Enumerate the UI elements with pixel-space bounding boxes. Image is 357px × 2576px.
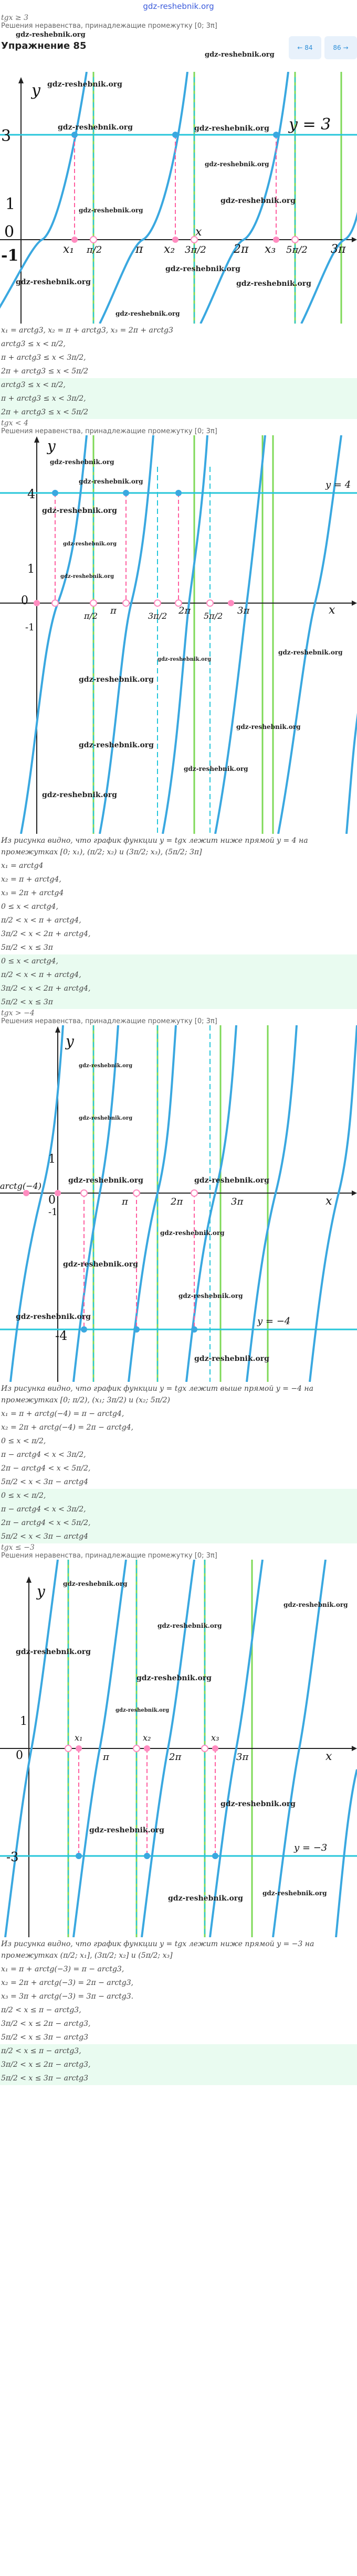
x-point	[71, 237, 78, 243]
watermark: gdz-reshebnik.org	[16, 278, 91, 286]
x-axis-label: x	[195, 226, 202, 239]
open-point	[292, 237, 298, 243]
answer-line: 3π/2 < x < 2π + arctg4,	[1, 984, 91, 993]
origin-label: 0	[16, 1749, 23, 1762]
open-point	[207, 600, 213, 606]
origin-label: 0	[48, 1194, 56, 1207]
answer-box	[0, 1489, 357, 1543]
y-axis-arrow	[18, 77, 24, 83]
solution-line: x₂ = 2π + arctg(−4) = 2π − arctg4,	[1, 1423, 134, 1432]
x-axis-label: x	[326, 1195, 332, 1208]
open-point	[52, 600, 58, 606]
solution-line: arctg3 ≤ x < π/2,	[1, 340, 66, 348]
watermark: gdz-reshebnik.org	[60, 574, 114, 579]
solution-line: 3π/2 < x < 2π + arctg4,	[1, 930, 91, 938]
answer-line: 0 ≤ x < arctg4,	[1, 957, 58, 965]
x-axis-arrow	[352, 1746, 357, 1751]
watermark: gdz-reshebnik.org	[284, 1601, 348, 1608]
x-point	[34, 600, 40, 606]
tick-label: 1	[48, 1153, 56, 1166]
tick-label: 2π	[169, 1752, 182, 1763]
intersection-point	[175, 490, 182, 496]
watermark: gdz-reshebnik.org	[89, 1826, 164, 1834]
tick-label: 3π/2	[185, 244, 206, 255]
tick-label: 3π	[231, 1196, 244, 1207]
condition-3: tgx > −4	[1, 1009, 35, 1017]
y-axis-label: y	[66, 1033, 74, 1050]
tick-label: -1	[48, 1207, 58, 1218]
prev-exercise-button[interactable]: ← 84	[289, 36, 321, 59]
line-label: y = −4	[257, 1316, 291, 1327]
open-point	[202, 1745, 208, 1752]
tick-label: π	[110, 605, 117, 616]
explanation-2: Из рисунка видно, что график функции y = tgx лежит ниже прямой y = 4 на промежутках [0; x₁), (π/2; x₂) и (3π/2; x₃), (5π/2; 3π]	[1, 836, 308, 856]
tick-label: π	[122, 1196, 128, 1207]
solution-line: x₂ = π + arctg4,	[1, 875, 61, 884]
tick-label: -4	[55, 1328, 68, 1343]
tangent-graph-3	[0, 1025, 357, 1382]
intersection-point	[172, 132, 178, 138]
y-axis-label: y	[32, 81, 40, 100]
caption-1: Решения неравенства, принадлежащие промежутку [0; 3π]	[1, 22, 217, 30]
intersection-point	[144, 1853, 150, 1859]
watermark: gdz-reshebnik.org	[160, 1229, 225, 1237]
watermark: gdz-reshebnik.org	[168, 1894, 243, 1903]
x-point	[172, 237, 178, 243]
watermark: gdz-reshebnik.org	[136, 1674, 212, 1682]
x-point	[228, 600, 234, 606]
answer-line: 5π/2 < x ≤ 3π	[1, 998, 53, 1006]
solution-line: π/2 < x ≤ π − arctg3,	[1, 2006, 81, 2014]
y-axis-arrow	[34, 436, 39, 443]
answer-line: 2π − arctg4 < x < 5π/2,	[1, 1519, 91, 1527]
solution-4	[0, 1962, 357, 2085]
open-point	[133, 1745, 140, 1752]
header-block	[0, 30, 357, 72]
line-label: y = 3	[289, 115, 331, 134]
tick-label: 3	[1, 127, 12, 145]
tangent-graph-1	[0, 72, 357, 324]
caption-3: Решения неравенства, принадлежащие промежутку [0; 3π]	[1, 1017, 217, 1025]
x-axis-arrow	[352, 237, 357, 242]
solution-2	[0, 859, 357, 1009]
solution-line: π/2 < x < π + arctg4,	[1, 916, 81, 925]
watermark: gdz-reshebnik.org	[205, 51, 275, 59]
watermark: gdz-reshebnik.org	[116, 1708, 170, 1713]
solution-line: x₃ = 3π + arctg(−3) = 3π − arctg3.	[1, 1992, 134, 2001]
x1-label: x₁	[63, 243, 75, 256]
tick-label: 1	[27, 563, 35, 576]
watermark: gdz-reshebnik.org	[16, 1648, 91, 1656]
watermark: gdz-reshebnik.org	[262, 1890, 327, 1897]
watermark: gdz-reshebnik.org	[16, 31, 86, 39]
solution-line: x₁ = π + arctg(−3) = π − arctg3,	[1, 1965, 124, 1973]
intersection-point	[191, 1326, 197, 1333]
solution-line: π − arctg4 < x < 3π/2,	[1, 1451, 86, 1459]
origin-label: 0	[4, 223, 15, 241]
next-exercise-button[interactable]: 86 →	[324, 36, 357, 59]
exercise-title: Упражнение 85	[1, 40, 87, 51]
condition-4: tgx ≤ −3	[1, 1543, 35, 1552]
tick-label: 1	[20, 1715, 27, 1728]
origin-label: 0	[21, 594, 28, 607]
x3-label: x₃	[265, 243, 276, 256]
tick-label: π	[103, 1752, 109, 1763]
explanation-3: Из рисунка видно, что график функции y = tgx лежит выше прямой y = −4 на промежутках [0; π/2), (x₁; 3π/2) и (x₂; 5π/2)	[1, 1384, 313, 1404]
watermark: gdz-reshebnik.org	[58, 123, 133, 132]
x2-label: x₂	[143, 1733, 151, 1743]
watermark: gdz-reshebnik.org	[178, 1292, 243, 1300]
intersection-point	[212, 1853, 218, 1859]
open-point	[65, 1745, 71, 1752]
line-label: y = −3	[294, 1842, 328, 1853]
solution-line: π + arctg3 ≤ x < 3π/2,	[1, 353, 86, 362]
solution-line: 2π − arctg4 < x < 5π/2,	[1, 1464, 91, 1473]
watermark: gdz-reshebnik.org	[158, 657, 212, 662]
watermark: gdz-reshebnik.org	[220, 1800, 296, 1808]
watermark: gdz-reshebnik.org	[79, 675, 154, 684]
intersection-point	[76, 1853, 82, 1859]
watermark: gdz-reshebnik.org	[236, 280, 311, 288]
intersection-point	[52, 490, 58, 496]
watermark: gdz-reshebnik.org	[79, 1063, 133, 1069]
watermark: gdz-reshebnik.org	[63, 1260, 138, 1269]
y-axis-label: y	[47, 437, 56, 455]
watermark: gdz-reshebnik.org	[63, 541, 117, 547]
watermark: gdz-reshebnik.org	[194, 1355, 269, 1363]
watermark: gdz-reshebnik.org	[165, 265, 240, 273]
explanation-4: Из рисунка видно, что график функции y = tgx лежит ниже прямой y = −3 на промежутках (π/2; x₁], (3π/2; x₂] и (5π/2; x₃]	[1, 1940, 314, 1960]
solution-line: 5π/2 < x ≤ 3π	[1, 943, 53, 952]
intersection-point	[123, 490, 129, 496]
answer-line: π/2 < x < π + arctg4,	[1, 971, 81, 979]
tangent-graph-4	[0, 1560, 357, 1937]
tick-label: 3π	[237, 605, 250, 616]
x-point	[273, 237, 279, 243]
watermark: gdz-reshebnik.org	[194, 1176, 269, 1185]
answer-line: 5π/2 < x < 3π − arctg4	[1, 1532, 89, 1541]
solution-line: 5π/2 < x ≤ 3π − arctg3	[1, 2033, 89, 2042]
tick-label: 3π	[236, 1752, 249, 1763]
answer-box	[0, 954, 357, 1009]
intersection-point	[81, 1326, 87, 1333]
open-point	[90, 237, 97, 243]
solution-line: 0 ≤ x < arctg4,	[1, 903, 58, 911]
watermark: gdz-reshebnik.org	[42, 507, 117, 515]
watermark: gdz-reshebnik.org	[79, 207, 143, 214]
watermark: gdz-reshebnik.org	[16, 1313, 91, 1321]
caption-4: Решения неравенства, принадлежащие промежутку [0; 3π]	[1, 1552, 217, 1560]
solution-3	[0, 1407, 357, 1543]
x2-label: x₂	[164, 243, 175, 256]
watermark: gdz-reshebnik.org	[63, 1580, 128, 1587]
intersection-point	[133, 1326, 140, 1333]
tick-label: 2π	[234, 243, 249, 256]
x3-label: x₃	[211, 1733, 219, 1743]
condition-2: tgx < 4	[1, 419, 29, 427]
y-axis-arrow	[55, 1026, 60, 1033]
tick-label: 5π/2	[204, 611, 223, 621]
site-link[interactable]: gdz-reshebnik.org	[143, 2, 214, 11]
watermark: gdz-reshebnik.org	[236, 723, 301, 731]
open-point	[191, 1190, 197, 1196]
open-point	[123, 600, 129, 606]
x-axis-label: x	[326, 1750, 332, 1763]
x-point	[144, 1745, 150, 1752]
answer-line: 5π/2 < x ≤ 3π − arctg3	[1, 2074, 89, 2083]
answer-box	[0, 2044, 357, 2085]
tick-label: π/2	[87, 244, 102, 255]
solution-line: 3π/2 < x ≤ 2π − arctg3,	[1, 2020, 91, 2028]
answer-line: 3π/2 < x ≤ 2π − arctg3,	[1, 2060, 91, 2069]
tangent-graph-2	[0, 435, 357, 834]
tick-label: 2π	[178, 605, 191, 616]
watermark: gdz-reshebnik.org	[184, 765, 248, 772]
tick-label: 4	[27, 487, 36, 501]
watermark: gdz-reshebnik.org	[79, 1115, 133, 1121]
tick-label: 5π/2	[286, 244, 308, 255]
tick-label: π	[135, 243, 143, 256]
watermark: gdz-reshebnik.org	[79, 741, 154, 749]
watermark: gdz-reshebnik.org	[68, 1176, 143, 1185]
exercise-nav	[289, 36, 357, 59]
x1-label: x₁	[75, 1733, 83, 1743]
x-axis-arrow	[352, 1190, 357, 1196]
condition-1: tgx ≥ 3	[1, 14, 29, 22]
answer-line: π/2 < x ≤ π − arctg3,	[1, 2047, 81, 2055]
x-axis-arrow	[352, 600, 357, 606]
solution-1	[0, 324, 357, 419]
intersection-point	[273, 132, 279, 138]
watermark: gdz-reshebnik.org	[42, 791, 117, 799]
solution-line: x₂ = 2π + arctg(−3) = 2π − arctg3,	[1, 1979, 134, 1987]
watermark: gdz-reshebnik.org	[158, 1622, 222, 1629]
watermark: gdz-reshebnik.org	[194, 124, 269, 133]
watermark: gdz-reshebnik.org	[79, 478, 143, 485]
watermark: gdz-reshebnik.org	[116, 310, 180, 317]
answer-line: π − arctg4 < x < 3π/2,	[1, 1505, 86, 1514]
y-axis-label: y	[37, 1583, 45, 1600]
watermark: gdz-reshebnik.org	[220, 197, 296, 205]
solution-line: 0 ≤ x < π/2,	[1, 1437, 46, 1445]
tick-label: 2π	[171, 1196, 183, 1207]
solution-line: x₁ = arctg3, x₂ = π + arctg3, x₃ = 2π + arctg3	[1, 326, 173, 335]
watermark: gdz-reshebnik.org	[278, 649, 343, 656]
tick-label: -3	[6, 1850, 19, 1864]
caption-2: Решения неравенства, принадлежащие промежутку [0; 3π]	[1, 427, 217, 435]
answer-line: 0 ≤ x < π/2,	[1, 1491, 46, 1500]
x-point	[76, 1745, 82, 1752]
tick-label: 3π	[331, 243, 346, 256]
tick-label: 1	[5, 195, 16, 213]
tick-label: -1	[25, 622, 35, 633]
tangent-curves	[21, 435, 357, 834]
open-point	[90, 600, 97, 606]
x-point	[212, 1745, 218, 1752]
y-axis-arrow	[26, 1576, 32, 1583]
watermark: gdz-reshebnik.org	[47, 80, 122, 89]
watermark: gdz-reshebnik.org	[50, 458, 114, 466]
answer-line: arctg3 ≤ x < π/2,	[1, 381, 66, 389]
tick-label: 3π/2	[148, 611, 167, 621]
solution-line: 2π + arctg3 ≤ x < 5π/2	[1, 367, 89, 375]
solution-line: x₁ = π + arctg(−4) = π − arctg4,	[1, 1410, 124, 1418]
solution-line: x₁ = arctg4	[1, 862, 44, 870]
tick-label: π/2	[84, 611, 98, 621]
answer-box	[0, 378, 357, 419]
intersection-point	[71, 132, 78, 138]
watermark: gdz-reshebnik.org	[205, 160, 269, 168]
x-axis-label: x	[329, 604, 335, 617]
open-point	[81, 1190, 87, 1196]
open-point	[154, 600, 161, 606]
arctg-label: arctg(−4)	[0, 1181, 41, 1191]
open-point	[133, 1190, 140, 1196]
line-label: y = 4	[326, 479, 351, 490]
solution-line: 5π/2 < x < 3π − arctg4	[1, 1478, 89, 1486]
tick-label: -1	[1, 246, 19, 265]
solution-line: x₃ = 2π + arctg4	[1, 889, 64, 897]
answer-line: 2π + arctg3 ≤ x < 5π/2	[1, 408, 89, 416]
answer-line: π + arctg3 ≤ x < 3π/2,	[1, 394, 86, 403]
